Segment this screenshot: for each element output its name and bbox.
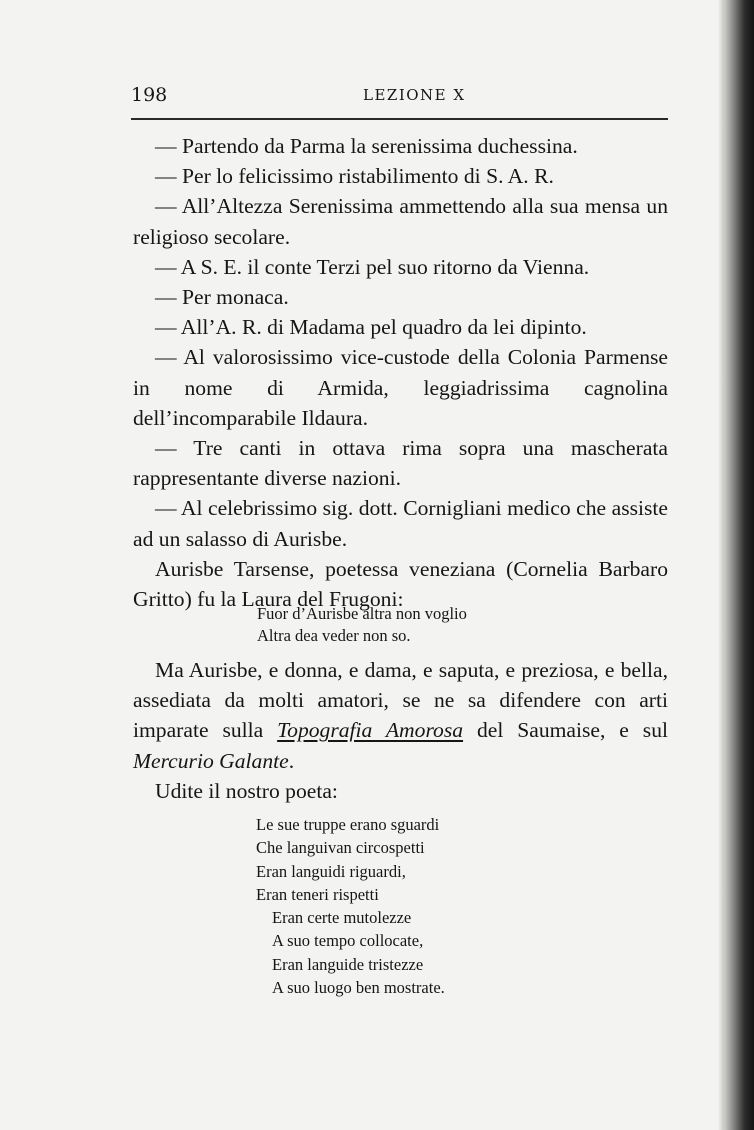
paragraph: — Per lo felicissimo ristabilimento di S. A. R.	[155, 164, 554, 189]
page-number: 198	[131, 84, 168, 106]
paragraph	[133, 655, 668, 776]
paragraph: — Al valorosissimo vice-custode della Colonia Parmense in nome di Armida, leggiadrissima cagnolina dell’incomparabile Ildaura.	[133, 345, 668, 430]
body-text-top	[133, 131, 668, 614]
paragraph: — Tre canti in ottava rima sopra una mascherata rappresentante diverse nazioni.	[133, 436, 668, 491]
paragraph-text: del Saumaise, e sul	[463, 718, 668, 743]
page-edge	[724, 0, 754, 1130]
verse-line: Eran languide tristezze	[272, 954, 424, 974]
verse-line: A suo luogo ben mostrate.	[272, 978, 445, 998]
paragraph: — Partendo da Parma la serenissima duchessina.	[155, 134, 578, 158]
paragraph: — All’A. R. di Madama pel quadro da lei dipinto.	[155, 315, 587, 340]
verse-block-1	[257, 603, 467, 646]
verse-line: Le sue truppe erano sguardi	[256, 815, 440, 834]
page-header	[131, 84, 668, 112]
running-title: LEZIONE X	[363, 86, 466, 104]
verse-line: A suo tempo collocate,	[272, 931, 424, 951]
header-rule	[131, 118, 668, 120]
paragraph: — All’Altezza Serenissima ammettendo alla sua mensa un religioso secolare.	[133, 194, 668, 249]
verse-line: Eran teneri rispetti	[256, 884, 379, 904]
paragraph: Udite il nostro poeta:	[155, 778, 338, 803]
paragraph-text: Ma Aurisbe, e donna, e dama, e saputa, e preziosa, e bella, assediata da molti amatori, se ne sa difendere con arti imparate sulla	[133, 658, 668, 743]
book-title: Mercurio Galante	[133, 748, 289, 773]
paragraph-text: .	[288, 748, 295, 773]
verse-block-2	[256, 813, 445, 999]
verse-line: Eran certe mutolezze	[272, 908, 412, 928]
verse-line: Eran languidi riguardi,	[256, 861, 406, 881]
body-text-bottom	[133, 655, 668, 806]
paragraph: — Per monaca.	[155, 285, 289, 310]
paragraph: Aurisbe Tarsense, poetessa veneziana (Cornelia Barbaro Gritto) fu la Laura del Frugoni:	[133, 556, 668, 612]
verse-line: Altra dea veder non so.	[257, 625, 411, 645]
paragraph: — Al celebrissimo sig. dott. Cornigliani medico che assiste ad un salasso di Aurisbe.	[133, 496, 668, 551]
verse-line: Che languivan circospetti	[256, 838, 425, 858]
paragraph: — A S. E. il conte Terzi pel suo ritorno da Vienna.	[155, 254, 590, 279]
verse-line: Fuor d’Aurisbe altra non voglio	[257, 604, 467, 623]
book-title: Topografia Amorosa	[277, 718, 464, 743]
